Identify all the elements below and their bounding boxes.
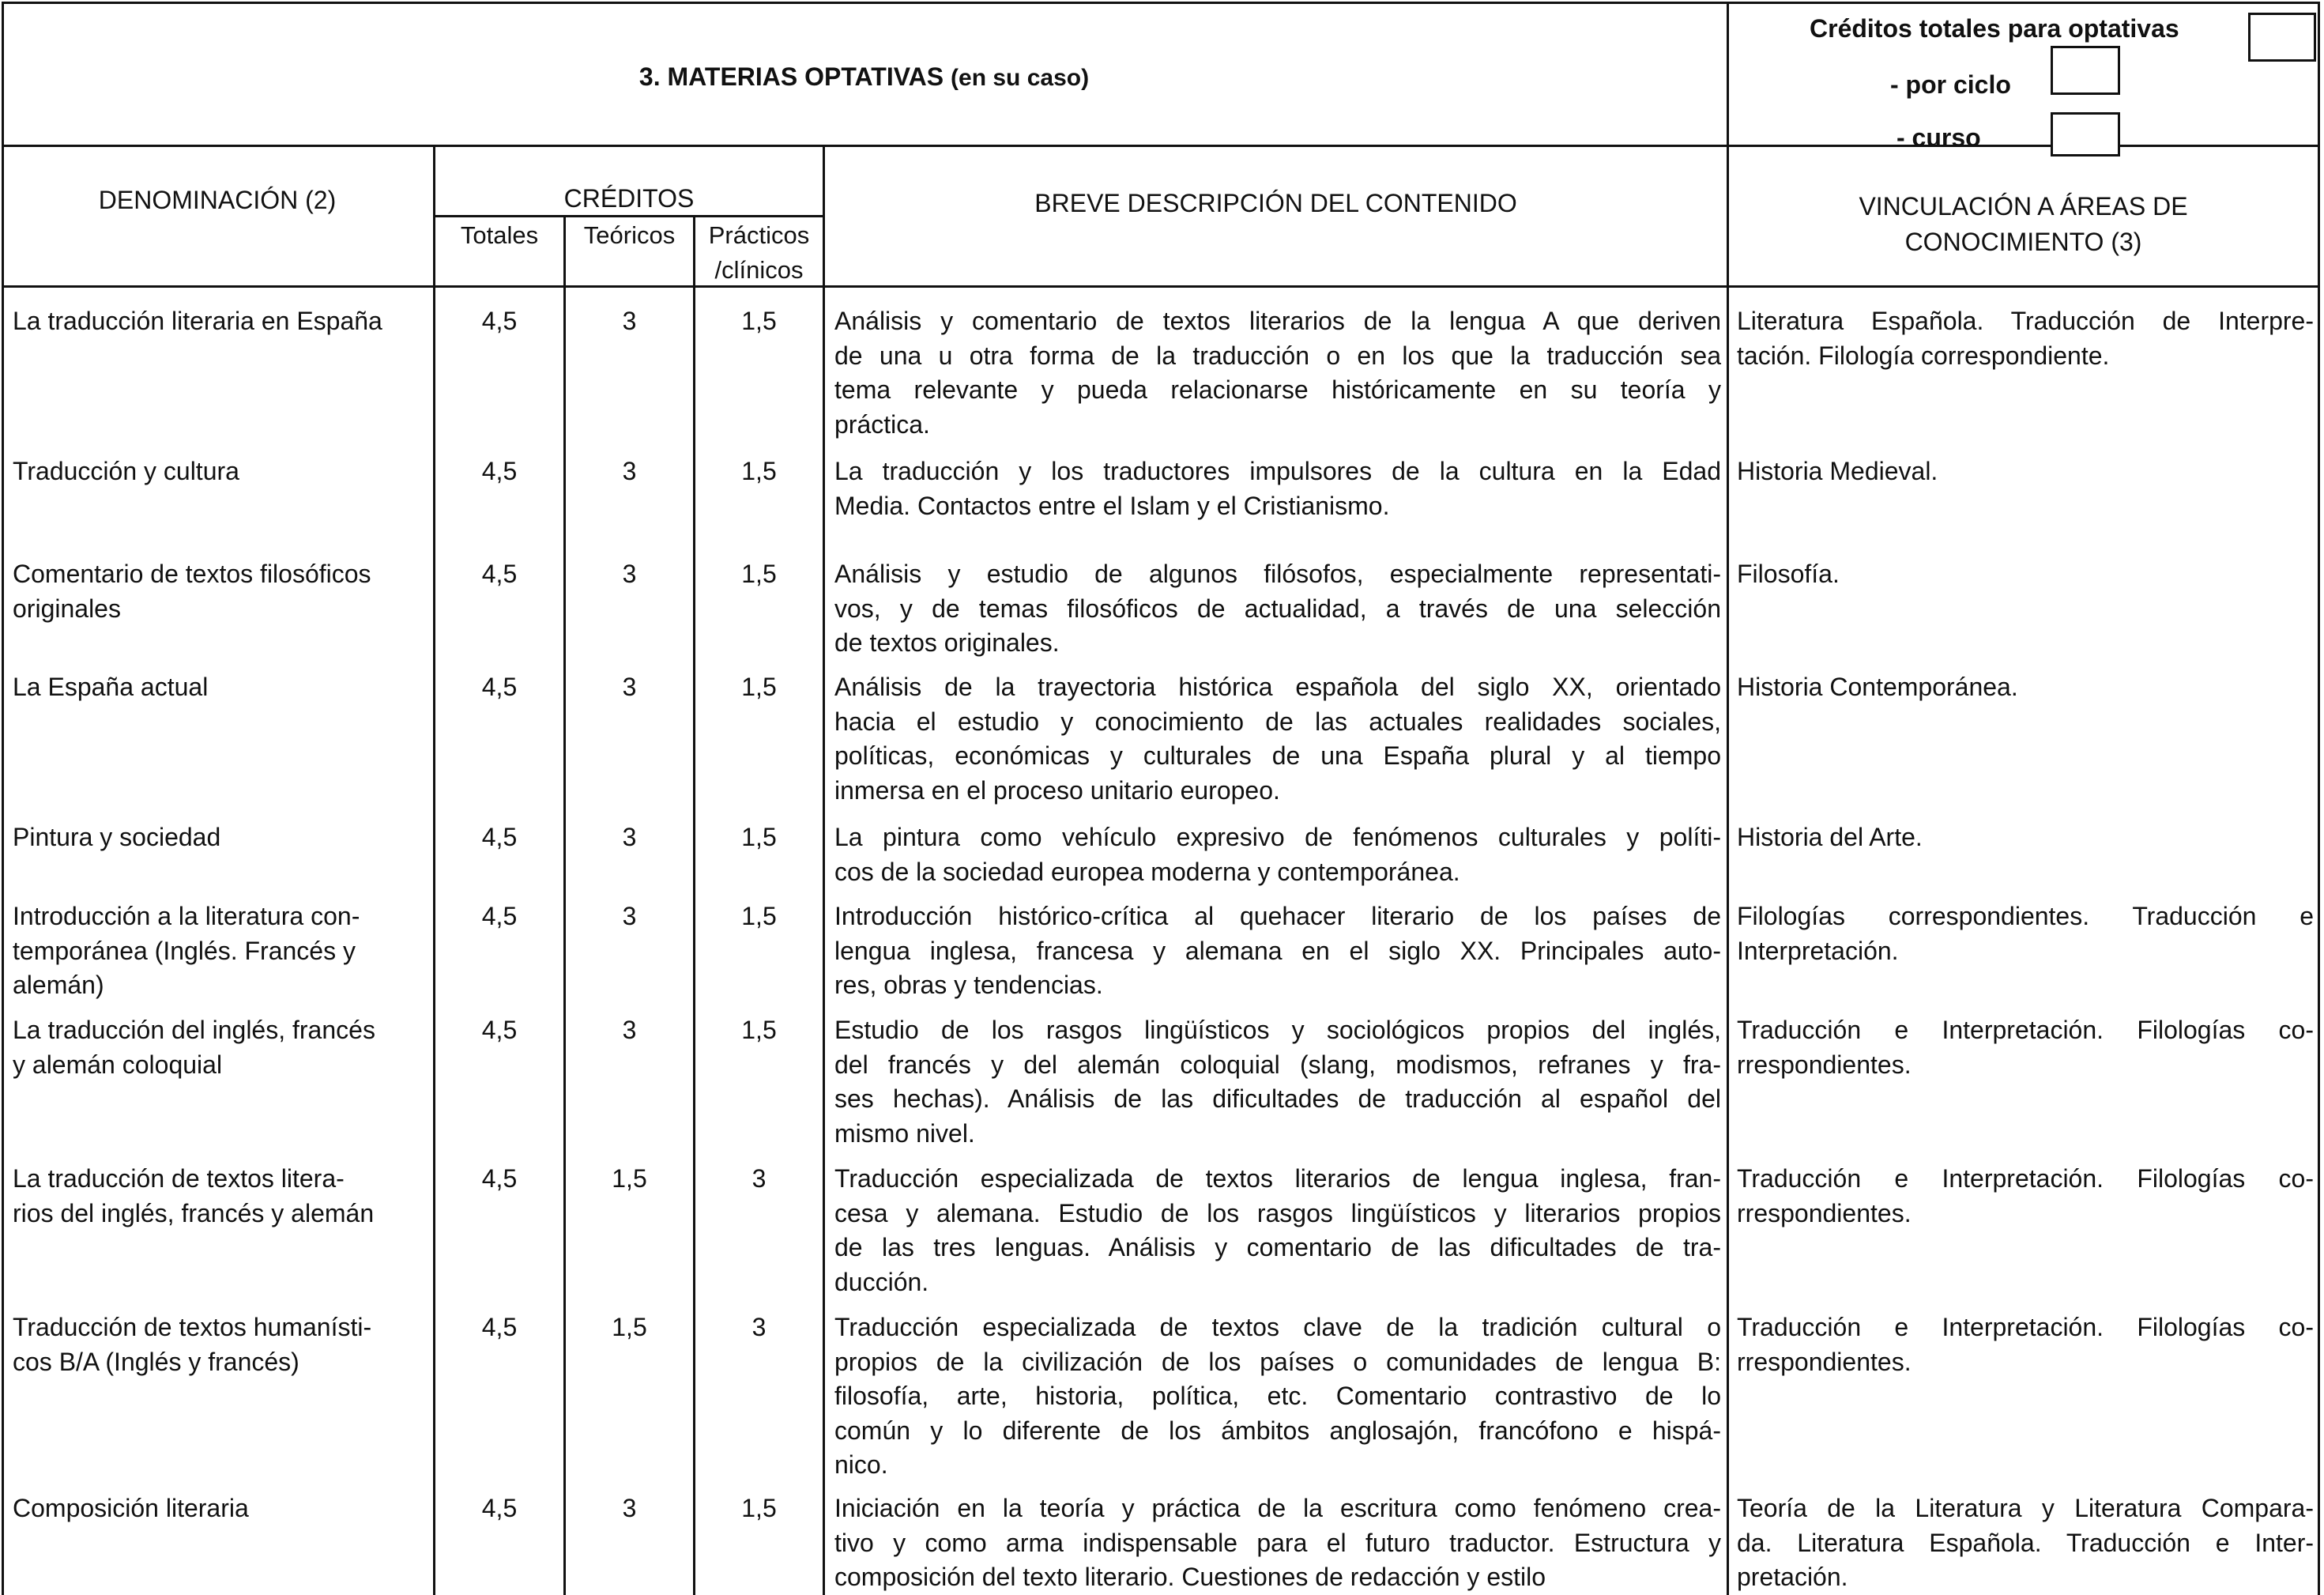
description-line: práctica. [834, 409, 930, 439]
knowledge-area-line: Teoría de la Literatura y Literatura Compara- [1737, 1494, 2314, 1522]
description-line: vos, y de temas filosóficos de actualidad, a través de una selección [834, 594, 1721, 623]
subject-name-line: Traducción y cultura [13, 457, 239, 485]
knowledge-area-line: Historia del Arte. [1737, 823, 1923, 851]
credits-theory: 3 [622, 1494, 637, 1522]
description-line: tivo y como arma indispensable para el futuro traductor. Estructura y [834, 1528, 1721, 1557]
knowledge-area-line: Historia Contemporánea. [1737, 673, 2018, 701]
subject-name-line: La traducción de textos litera- [13, 1164, 345, 1193]
credits-totals: 4,5 [481, 307, 518, 335]
credits-theory: 1,5 [612, 1164, 647, 1193]
col-header-theory: Teóricos [583, 221, 676, 249]
subject-name-line: La traducción literaria en España [13, 307, 382, 335]
description-line: común y lo diferente de los ámbitos anglosajón, francófono e hispá- [834, 1416, 1721, 1445]
col-header-credits: CRÉDITOS [563, 184, 695, 213]
description-line: cesa y alemana. Estudio de los rasgos lingüísticos y literarios propios [834, 1198, 1721, 1227]
col-header-name: DENOMINACIÓN (2) [98, 186, 337, 214]
credits-theory: 1,5 [612, 1313, 647, 1341]
description-line: res, obras y tendencias. [834, 971, 1103, 999]
knowledge-area-line: Historia Medieval. [1737, 457, 1938, 485]
knowledge-area-line: Traducción e Interpretación. Filologías co- [1737, 1313, 2314, 1341]
description-line: La pintura como vehículo expresivo de fenómenos culturales y políti- [834, 823, 1721, 851]
subject-name-line: Comentario de textos filosóficos [13, 560, 371, 588]
per-cycle-box[interactable] [2051, 46, 2120, 95]
credits-total-box[interactable] [2248, 13, 2316, 62]
description-line: cos de la sociedad europea moderna y contemporánea. [834, 857, 1460, 886]
credits-theory: 3 [622, 902, 637, 930]
credits-totals: 4,5 [481, 457, 518, 485]
credits-practical: 3 [751, 1164, 767, 1193]
knowledge-area-line: Filologías correspondientes. Traducción e [1737, 902, 2314, 930]
description-line: filosofía, arte, historia, política, etc. Comentario contrastivo de lo [834, 1382, 1721, 1410]
credits-total-label: Créditos totales para optativas [1810, 14, 2179, 43]
per-cycle-label: - por ciclo [1890, 70, 2011, 99]
description-line: propios de la civilización de los países o comunidades de lengua B: [834, 1347, 1721, 1376]
subject-name-line: Composición literaria [13, 1494, 249, 1522]
subject-name-line: y alemán coloquial [13, 1050, 223, 1079]
knowledge-area-line: Filosofía. [1737, 560, 1840, 588]
credits-practical: 1,5 [741, 307, 777, 335]
left-border [2, 2, 4, 1595]
subject-name-line: La España actual [13, 673, 209, 701]
description-line: de textos originales. [834, 628, 1060, 657]
subject-name-line: temporánea (Inglés. Francés y [13, 936, 356, 965]
description-line: Análisis y comentario de textos literarios de la lengua A que deriven [834, 307, 1721, 335]
credits-totals: 4,5 [481, 1313, 518, 1341]
credits-totals: 4,5 [481, 1016, 518, 1044]
subject-name-line: Traducción de textos humanísti- [13, 1313, 372, 1341]
col-header-practical-line2: /clínicos [714, 256, 804, 284]
description-line: Introducción histórico-crítica al quehacer literario de los países de [834, 902, 1721, 930]
credits-practical: 1,5 [741, 560, 777, 588]
col-header-practical-line1: Prácticos [708, 221, 810, 249]
credits-totals: 4,5 [481, 902, 518, 930]
subject-name-line: rios del inglés, francés y alemán [13, 1198, 375, 1227]
knowledge-area-line: rrespondientes. [1737, 1050, 1912, 1079]
description-line: lengua inglesa, francesa y alemana en el siglo XX. Principales auto- [834, 936, 1721, 965]
description-line: nico. [834, 1450, 888, 1479]
description-line: del francés y del alemán coloquial (slang, modismos, refranes y fra- [834, 1050, 1721, 1079]
description-line: composición del texto literario. Cuestiones de redacción y estilo [834, 1563, 1546, 1591]
col-header-areas-line1: VINCULACIÓN A ÁREAS DE [1859, 192, 2188, 221]
col-divider-name [433, 145, 435, 1595]
credits-practical: 1,5 [741, 457, 777, 485]
right-border [2318, 2, 2320, 1595]
knowledge-area-line: rrespondientes. [1737, 1198, 1912, 1227]
col-header-areas-line2: CONOCIMIENTO (3) [1904, 228, 2142, 256]
description-line: políticas, económicas y culturales de una España plural y al tiempo [834, 741, 1721, 770]
credits-theory: 3 [622, 673, 637, 701]
credits-theory: 3 [622, 457, 637, 485]
description-line: ducción. [834, 1267, 929, 1296]
description-line: mismo nivel. [834, 1118, 975, 1148]
credits-totals: 4,5 [481, 673, 518, 701]
credits-totals: 4,5 [481, 1164, 518, 1193]
knowledge-area-line: Traducción e Interpretación. Filologías co- [1737, 1016, 2314, 1044]
description-line: Traducción especializada de textos clave de la tradición cultural o [834, 1313, 1721, 1341]
description-line: ses hechas). Análisis de las dificultades de traducción al español del [834, 1084, 1721, 1113]
credits-practical: 3 [751, 1313, 767, 1341]
subject-name-line: La traducción del inglés, francés [13, 1016, 375, 1044]
top-border [2, 2, 2320, 4]
course-label: - curso [1896, 123, 1981, 152]
description-line: de las tres lenguas. Análisis y comentario de las dificultades de tra- [834, 1233, 1721, 1261]
col-divider-credits [823, 145, 825, 1595]
description-line: Estudio de los rasgos lingüísticos y sociológicos propios del inglés, [834, 1016, 1721, 1044]
subject-name-line: alemán) [13, 971, 104, 999]
description-line: tema relevante y pueda relacionarse históricamente en su teoría y [834, 375, 1721, 404]
credits-practical: 1,5 [741, 1494, 777, 1522]
knowledge-area-line: Interpretación. [1737, 936, 1899, 965]
description-line: hacia el estudio y conocimiento de las actuales realidades sociales, [834, 707, 1721, 736]
subject-name-line: Pintura y sociedad [13, 823, 221, 851]
description-line: Traducción especializada de textos literarios de lengua inglesa, fran- [834, 1164, 1721, 1193]
description-line: inmersa en el proceso unitario europeo. [834, 775, 1280, 805]
description-line: de una u otra forma de la traducción o en los que la traducción sea [834, 341, 1721, 370]
col-header-totals: Totales [460, 221, 539, 249]
description-line: Análisis y estudio de algunos filósofos, especialmente representati- [834, 560, 1721, 588]
credits-theory: 3 [622, 560, 637, 588]
col-header-description: BREVE DESCRIPCIÓN DEL CONTENIDO [1034, 189, 1517, 217]
credits-theory: 3 [622, 1016, 637, 1044]
knowledge-area-line: tación. Filología correspondiente. [1737, 341, 2110, 370]
credits-practical: 1,5 [741, 673, 777, 701]
knowledge-area-line: pretación. [1737, 1563, 1848, 1591]
section-title-main: 3. MATERIAS OPTATIVAS [638, 62, 944, 91]
description-line: La traducción y los traductores impulsores de la cultura en la Edad [834, 457, 1721, 485]
credits-totals: 4,5 [481, 1494, 518, 1522]
description-line: Iniciación en la teoría y práctica de la escritura como fenómeno crea- [834, 1494, 1721, 1522]
subject-name-line: originales [13, 594, 121, 623]
section-title-suffix: (en su caso) [951, 65, 1090, 91]
course-box[interactable] [2051, 112, 2120, 156]
credits-practical: 1,5 [741, 902, 777, 930]
credits-totals: 4,5 [481, 823, 518, 851]
knowledge-area-line: Literatura Española. Traducción de Interpre- [1737, 307, 2314, 335]
column-header-bottom-border [2, 285, 2320, 288]
subject-name-line: cos B/A (Inglés y francés) [13, 1347, 299, 1376]
credits-theory: 3 [622, 307, 637, 335]
description-line: Media. Contactos entre el Islam y el Cristianismo. [834, 491, 1390, 520]
credits-practical: 1,5 [741, 1016, 777, 1044]
knowledge-area-line: da. Literatura Española. Traducción e Inter- [1737, 1528, 2314, 1557]
subject-name-line: Introducción a la literatura con- [13, 902, 360, 930]
credits-totals: 4,5 [481, 560, 518, 588]
credits-practical: 1,5 [741, 823, 777, 851]
credits-theory: 3 [622, 823, 637, 851]
knowledge-area-line: rrespondientes. [1737, 1347, 1912, 1376]
description-line: Análisis de la trayectoria histórica española del siglo XX, orientado [834, 673, 1721, 701]
knowledge-area-line: Traducción e Interpretación. Filologías co- [1737, 1164, 2314, 1193]
section-title [2, 60, 1727, 96]
